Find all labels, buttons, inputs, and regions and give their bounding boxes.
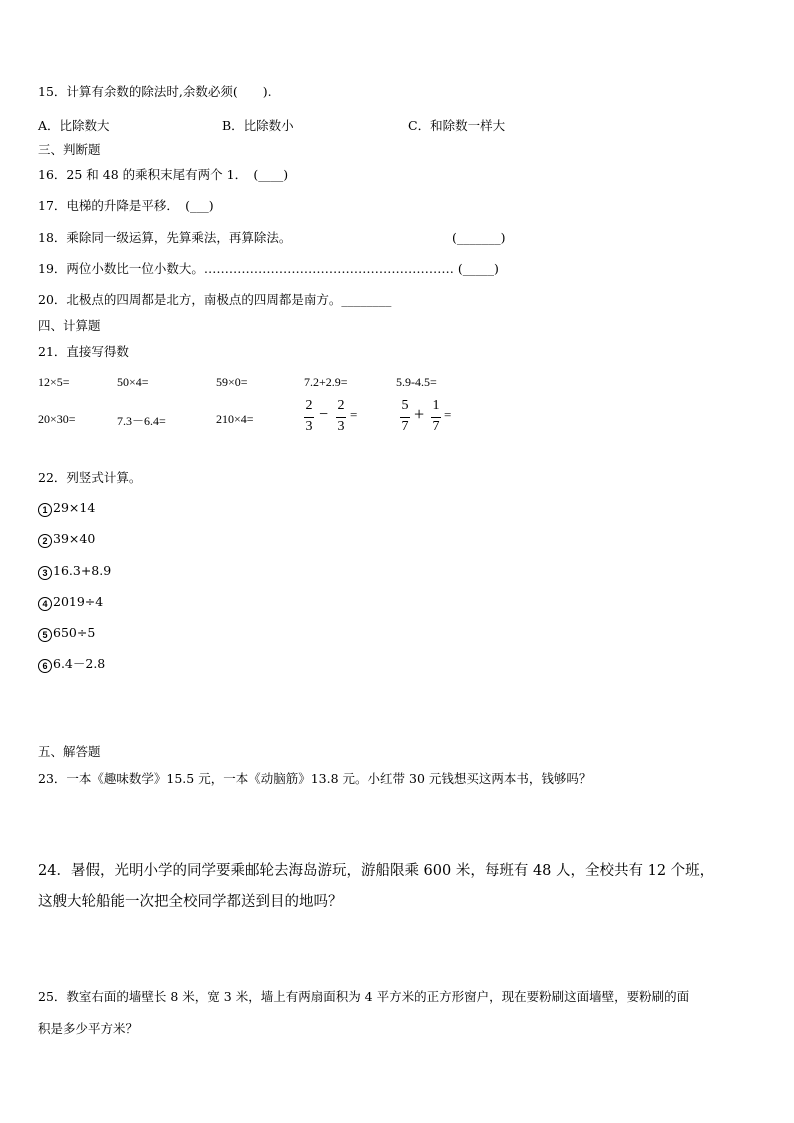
question-22-title: 22．列竖式计算。 <box>38 470 142 485</box>
q15-option-c: C．和除数一样大 <box>408 118 506 133</box>
fraction-bar <box>304 417 314 418</box>
fraction-denominator: 3 <box>337 419 345 434</box>
fraction-denominator: 7 <box>432 419 440 434</box>
fraction-bar <box>400 417 410 418</box>
vertical-calc-item: 2 39×40 <box>38 531 95 548</box>
circled-number-3: 3 <box>38 566 52 580</box>
mental-calc-item: 7.3－6.4= <box>117 414 166 428</box>
fraction-bar <box>431 417 441 418</box>
question-23: 23．一本《趣味数学》15.5 元，一本《动脑筋》13.8 元。小红带 30 元钱想买这两本书，钱够吗？ <box>38 771 592 786</box>
question-18: 18．乘除同一级运算，先算乘法，再算除法。 <box>38 230 292 245</box>
question-16: 16．25 和 48 的乘积末尾有两个 1． (____) <box>38 167 289 182</box>
vertical-calc-item: 3 16.3+8.9 <box>38 563 111 580</box>
vertical-calc-item: 4 2019÷4 <box>38 594 103 611</box>
circled-number-4: 4 <box>38 597 52 611</box>
section-heading-word-problems: 五、解答题 <box>38 744 101 759</box>
question-19: 19．两位小数比一位小数大。…………………………………………………… (_____) <box>38 261 499 276</box>
question-17: 17．电梯的升降是平移． (___) <box>38 198 214 213</box>
mental-calc-item: 20×30= <box>38 412 76 426</box>
q15-option-a: A．比除数大 <box>38 118 110 133</box>
question-25-line-2: 积是多少平方米？ <box>38 1021 139 1036</box>
mental-calc-item: 50×4= <box>117 375 149 389</box>
mental-calc-item: 12×5= <box>38 375 70 389</box>
circled-number-6: 6 <box>38 659 52 673</box>
equals-sign: = <box>350 407 358 422</box>
mental-calc-item: 210×4= <box>216 412 254 426</box>
fraction-numerator: 1 <box>432 398 440 413</box>
fraction-bar <box>336 417 346 418</box>
vertical-calc-item: 5 650÷5 <box>38 625 95 642</box>
circled-number-5: 5 <box>38 628 52 642</box>
question-24-line-1: 24．暑假，光明小学的同学要乘邮轮去海岛游玩，游船限乘 600 米，每班有 48 人，全校共有 12 个班， <box>38 863 715 879</box>
q15-option-b: B．比除数小 <box>222 118 294 133</box>
operator: − <box>319 406 329 423</box>
question-18-blank: (_______) <box>452 230 506 245</box>
fraction-numerator: 2 <box>337 398 345 413</box>
question-20: 20．北极点的四周都是北方，南极点的四周都是南方。________ <box>38 292 392 307</box>
question-24-line-2: 这艘大轮船能一次把全校同学都送到目的地吗？ <box>38 894 343 910</box>
vertical-calc-item: 1 29×14 <box>38 500 95 517</box>
mental-calc-item: 59×0= <box>216 375 248 389</box>
section-heading-calculation: 四、计算题 <box>38 318 101 333</box>
fraction-numerator: 5 <box>401 398 409 413</box>
circled-number-1: 1 <box>38 503 52 517</box>
section-heading-judgement: 三、判断题 <box>38 142 101 157</box>
question-25-line-1: 25．教室右面的墙壁长 8 米，宽 3 米，墙上有两扇面积为 4 平方米的正方形窗户，现在要粉刷这面墙壁，要粉刷的面 <box>38 989 690 1004</box>
fraction-numerator: 2 <box>305 398 313 413</box>
equals-sign: = <box>444 407 452 422</box>
fraction-denominator: 3 <box>305 419 313 434</box>
vertical-calc-item: 6 6.4－2.8 <box>38 656 105 673</box>
fraction-denominator: 7 <box>401 419 409 434</box>
mental-calc-item: 5.9-4.5= <box>396 375 437 389</box>
mental-calc-item: 7.2+2.9= <box>304 375 348 389</box>
circled-number-2: 2 <box>38 534 52 548</box>
question-15: 15．计算有余数的除法时,余数必须( ). <box>38 84 272 99</box>
question-21-title: 21．直接写得数 <box>38 344 129 359</box>
operator: + <box>414 404 425 424</box>
